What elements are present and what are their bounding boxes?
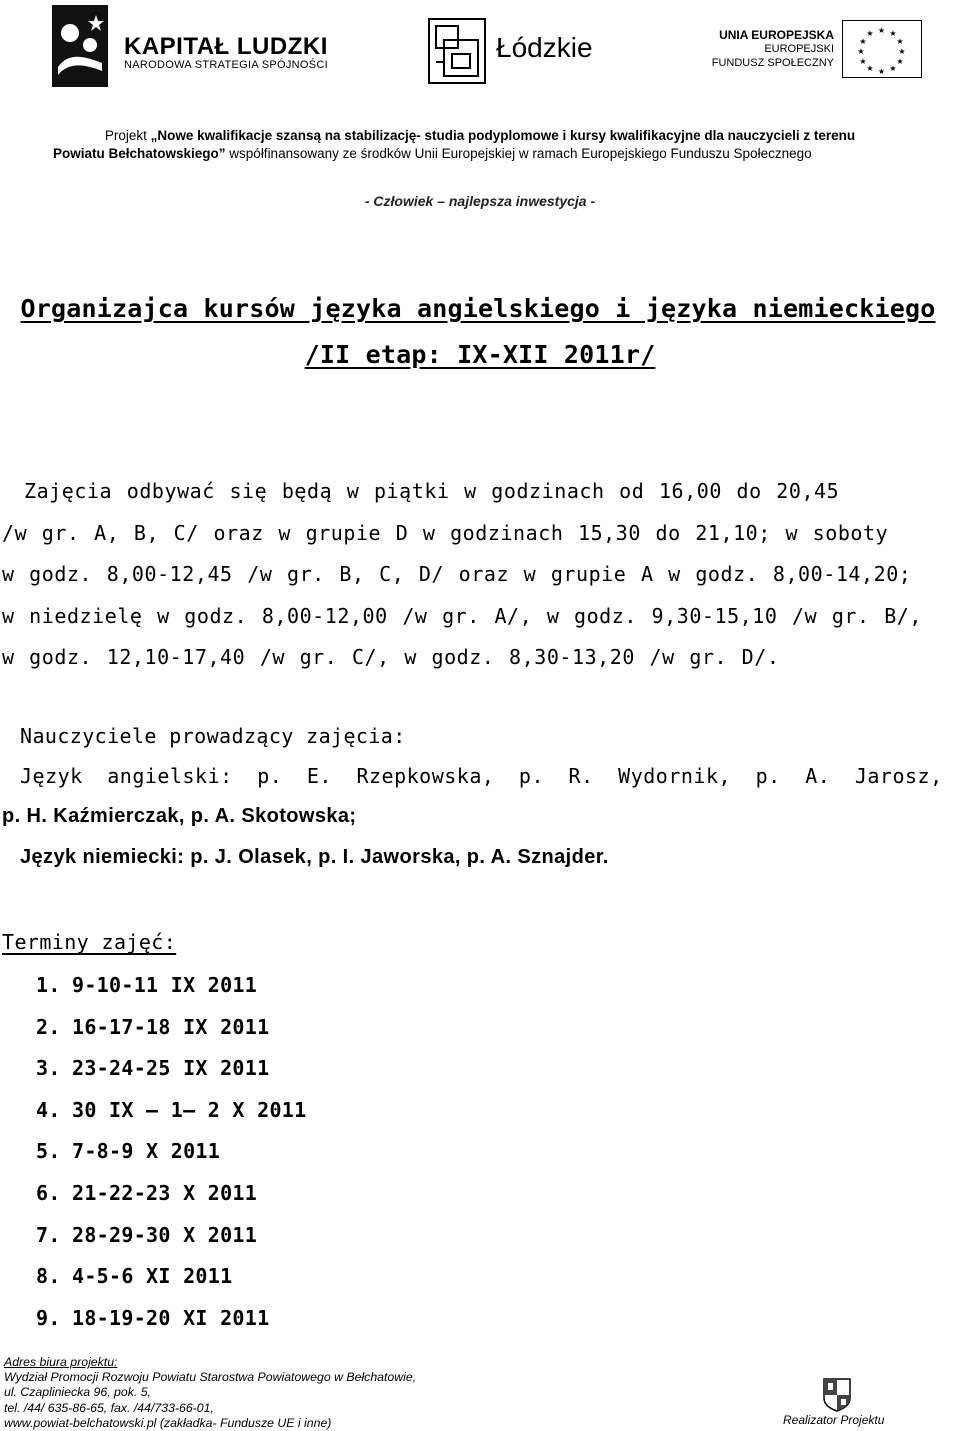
eu-flag-icon	[842, 20, 922, 78]
schedule-line: /w gr. A, B, C/ oraz w grupie D w godzinach 15,30 do 21,10; w soboty	[2, 520, 889, 545]
term-item	[36, 1261, 306, 1303]
term-item	[36, 1220, 306, 1262]
schedule-line: w godz. 12,10-17,40 /w gr. C/, w godz. 8,30-13,20 /w gr. D/.	[2, 645, 780, 669]
term-dates: 28-29-30 X 2011	[72, 1222, 258, 1247]
term-item	[36, 1178, 306, 1220]
svg-text:★: ★	[889, 29, 897, 38]
term-number: 8.	[36, 1264, 61, 1289]
svg-text:★: ★	[866, 29, 874, 38]
term-number: 7.	[36, 1222, 61, 1247]
svg-text:★: ★	[857, 47, 865, 56]
kapital-ludzki-logo	[52, 5, 342, 87]
term-item	[36, 1012, 306, 1054]
term-dates: 7-8-9 X 2011	[72, 1139, 221, 1164]
schedule-paragraph	[2, 476, 960, 684]
kapital-ludzki-title: KAPITAŁ LUDZKI	[124, 33, 328, 60]
terms-list	[36, 970, 306, 1344]
terms-heading: Terminy zajęć:	[2, 930, 177, 954]
teachers-heading: Nauczyciele prowadzący zajęcia:	[20, 724, 406, 748]
schedule-line: w niedzielę w godz. 8,00-12,00 /w gr. A/, w godz. 9,30-15,10 /w gr. B/,	[2, 603, 922, 628]
term-dates: 9-10-11 IX 2011	[72, 973, 258, 997]
document-title-line-2: /II etap: IX-XII 2011r/	[304, 340, 656, 369]
project-name-part-2: Powiatu Bełchatowskiego”	[53, 146, 226, 161]
footer-line-1: Wydział Promocji Rozwoju Powiatu Starostwa Powiatowego w Bełchatowie,	[4, 1370, 417, 1385]
term-item	[36, 970, 306, 1012]
lodzkie-name: Łódzkie	[496, 32, 593, 63]
svg-text:★: ★	[889, 64, 897, 73]
footer-heading: Adres biura projektu:	[4, 1355, 118, 1369]
term-item	[36, 1136, 306, 1178]
footer-line-2: ul. Czapliniecka 96, pok. 5,	[4, 1385, 151, 1400]
project-motto: - Człowiek – najlepsza inwestycja -	[364, 193, 596, 209]
kapital-ludzki-subtitle: NARODOWA STRATEGIA SPÓJNOŚCI	[124, 59, 328, 71]
project-name-part-1: „Nowe kwalifikacje szansą na stabilizację- studia podyplomowe i kursy kwalifikacyjne dla nauczycieli z terenu	[150, 128, 856, 143]
eu-logo	[702, 20, 922, 82]
header-logos	[0, 0, 960, 100]
schedule-line: w godz. 8,00-12,45 /w gr. B, C, D/ oraz w grupie A w godz. 8,00-14,20;	[2, 562, 912, 586]
svg-text:★: ★	[877, 67, 886, 76]
svg-text:★: ★	[896, 37, 904, 46]
project-prefix: Projekt	[104, 128, 151, 143]
svg-text:★: ★	[877, 26, 886, 35]
term-item	[36, 1095, 306, 1137]
teachers-german: Język niemiecki: p. J. Olasek, p. I. Jaworska, p. A. Sznajder.	[20, 846, 609, 868]
svg-text:★: ★	[866, 64, 874, 73]
term-number: 2.	[36, 1014, 61, 1039]
term-dates: 23-24-25 IX 2011	[72, 1056, 270, 1081]
term-dates: 30 IX – 1– 2 X 2011	[72, 1097, 307, 1122]
eu-line-1: UNIA EUROPEJSKA	[719, 28, 834, 42]
teachers-english-line-2: p. H. Kaźmierczak, p. A. Skotowska;	[2, 805, 357, 827]
lodzkie-logo	[428, 18, 628, 88]
svg-text:★: ★	[859, 57, 867, 66]
eu-line-3: FUNDUSZ SPOŁECZNY	[711, 57, 834, 69]
powiat-crest-icon	[823, 1378, 851, 1412]
term-dates: 18-19-20 XI 2011	[72, 1305, 270, 1330]
footer-address	[4, 1355, 416, 1431]
teachers-english-line-1: Język angielski: p. E. Rzepkowska, p. R. Wydornik, p. A. Jarosz,	[20, 764, 943, 788]
svg-text:★: ★	[896, 57, 904, 66]
term-item	[36, 1303, 306, 1345]
svg-text:★: ★	[859, 37, 867, 46]
footer-line-3: tel. /44/ 635-86-65, fax. /44/733-66-01,	[4, 1400, 214, 1415]
term-number: 4.	[36, 1097, 61, 1122]
project-line-2	[53, 146, 960, 161]
term-number: 6.	[36, 1180, 61, 1205]
footer-website-link[interactable]: www.powiat-belchatowski.pl (zakładka- Fundusze UE i inne)	[4, 1415, 332, 1430]
term-number: 1.	[36, 973, 61, 997]
lodzkie-emblem-icon	[428, 18, 486, 84]
project-realizator-label: Realizator Projektu	[783, 1413, 885, 1427]
project-cofinance: współfinansowany ze środków Unii Europejskiej w ramach Europejskiego Funduszu Społecznego	[225, 146, 812, 161]
eu-logo-text	[712, 28, 834, 70]
schedule-line: Zajęcia odbywać się będą w piątki w godzinach od 16,00 do 20,45	[24, 479, 840, 503]
term-number: 3.	[36, 1056, 61, 1081]
term-dates: 4-5-6 XI 2011	[72, 1264, 233, 1289]
term-number: 9.	[36, 1305, 61, 1330]
eu-line-2: EUROPEJSKI	[764, 43, 834, 55]
term-dates: 21-22-23 X 2011	[72, 1180, 258, 1205]
svg-text:★: ★	[898, 47, 906, 56]
term-number: 5.	[36, 1139, 61, 1164]
kapital-ludzki-emblem-icon	[52, 5, 108, 87]
term-dates: 16-17-18 IX 2011	[72, 1014, 270, 1039]
document-title-line-1: Organizajca kursów języka angielskiego i języka niemieckiego	[20, 294, 936, 323]
term-item	[36, 1053, 306, 1095]
project-line-1	[0, 128, 960, 143]
